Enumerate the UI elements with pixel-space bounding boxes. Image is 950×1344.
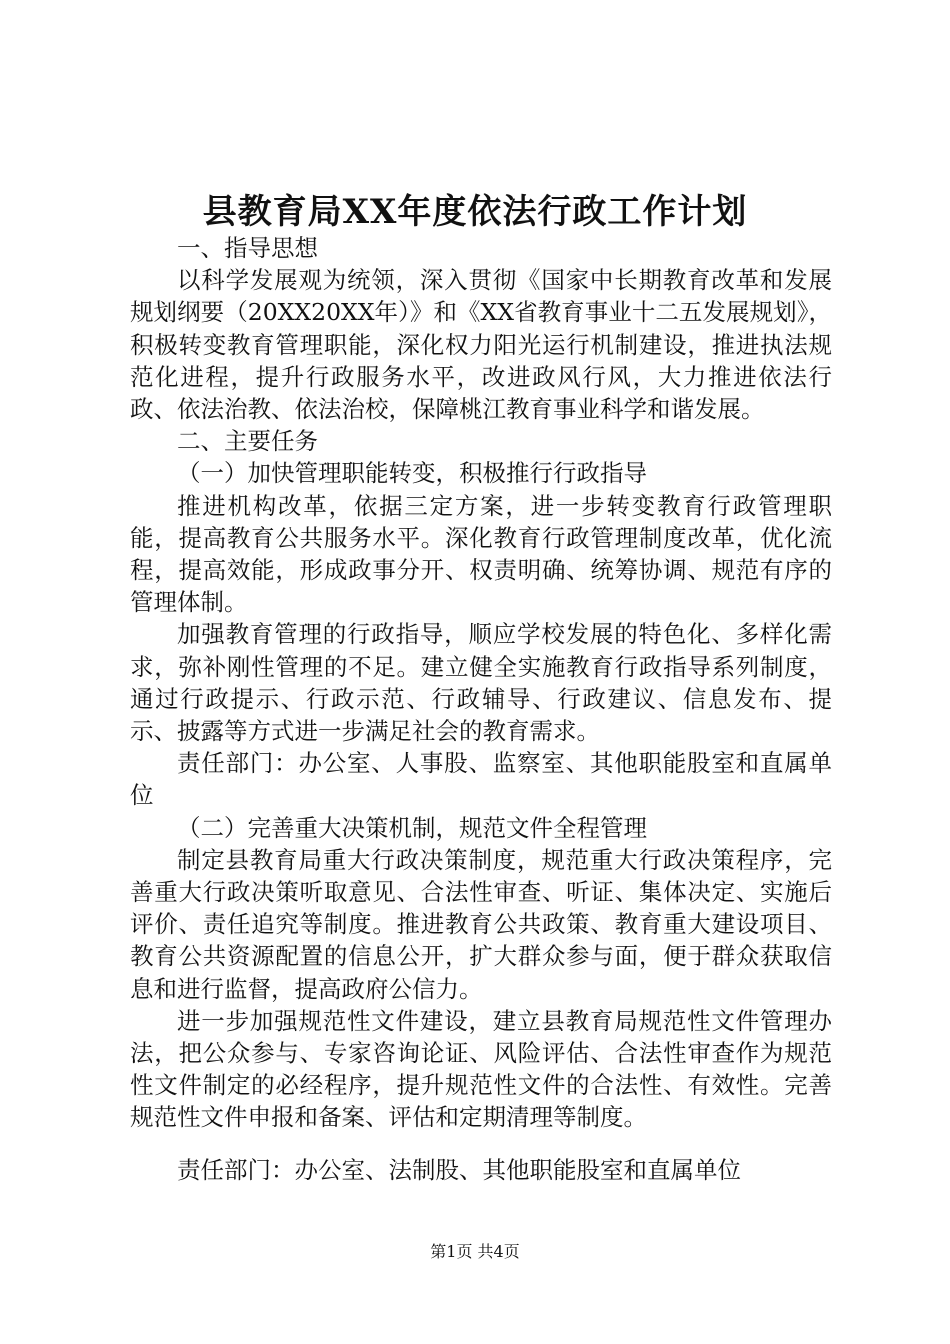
document-title: 县教育局XX年度依法行政工作计划 [202, 192, 748, 232]
section-heading-guiding-thought: 一、指导思想 [177, 234, 318, 262]
paragraph-normative-documents: 进一步加强规范性文件建设，建立县教育局规范性文件管理办法，把公众参与、专家咨询论证、风险评估、合法性审查作为规范性文件制定的必经程序，提升规范性文件的合法性、有效性。完善规范性文件申报和备案、评估和定期清理等制度。 [130, 1006, 832, 1132]
paragraph-decision-making: 制定县教育局重大行政决策制度，规范重大行政决策程序，完善重大行政决策听取意见、合法性审查、听证、集体决定、实施后评价、责任追究等制度。推进教育公共政策、教育重大建设项目、教育公共资源配置的信息公开，扩大群众参与面，便于群众获取信息和进行监督，提高政府公信力。 [130, 845, 832, 1003]
paragraph-administrative-guidance: 加强教育管理的行政指导，顺应学校发展的特色化、多样化需求，弥补刚性管理的不足。建立健全实施教育行政指导系列制度，通过行政提示、行政示范、行政辅导、行政建议、信息发布、提示、披露等方式进一步满足社会的教育需求。 [130, 620, 832, 746]
document-body [130, 232, 832, 1186]
subsection-heading-2: （二）完善重大决策机制，规范文件全程管理 [177, 813, 647, 842]
paragraph-guiding-thought: 以科学发展观为统领，深入贯彻《国家中长期教育改革和发展规划纲要（20XX20XX年）》和《XX省教育事业十二五发展规划》，积极转变教育管理职能，深化权力阳光运行机制建设，推进执法规范化进程，提升行政服务水平，改进政风行风，大力推进依法行政、依法治教、依法治校，保障桃江教育事业科学和谐发展。 [130, 266, 832, 424]
section-heading-main-tasks: 二、主要任务 [177, 427, 318, 456]
responsible-departments-1: 责任部门：办公室、人事股、监察室、其他职能股室和直属单位 [130, 749, 832, 810]
page-number: 第1页 共4页 [430, 1242, 520, 1261]
subsection-heading-1: （一）加快管理职能转变，积极推行行政指导 [177, 459, 647, 488]
paragraph-institutional-reform: 推进机构改革，依据三定方案，进一步转变教育行政管理职能，提高教育公共服务水平。深化教育行政管理制度改革，优化流程，提高效能，形成政事分开、权责明确、统筹协调、规范有序的管理体制。 [130, 491, 832, 617]
responsible-departments-2: 责任部门：办公室、法制股、其他职能股室和直属单位 [177, 1155, 741, 1184]
